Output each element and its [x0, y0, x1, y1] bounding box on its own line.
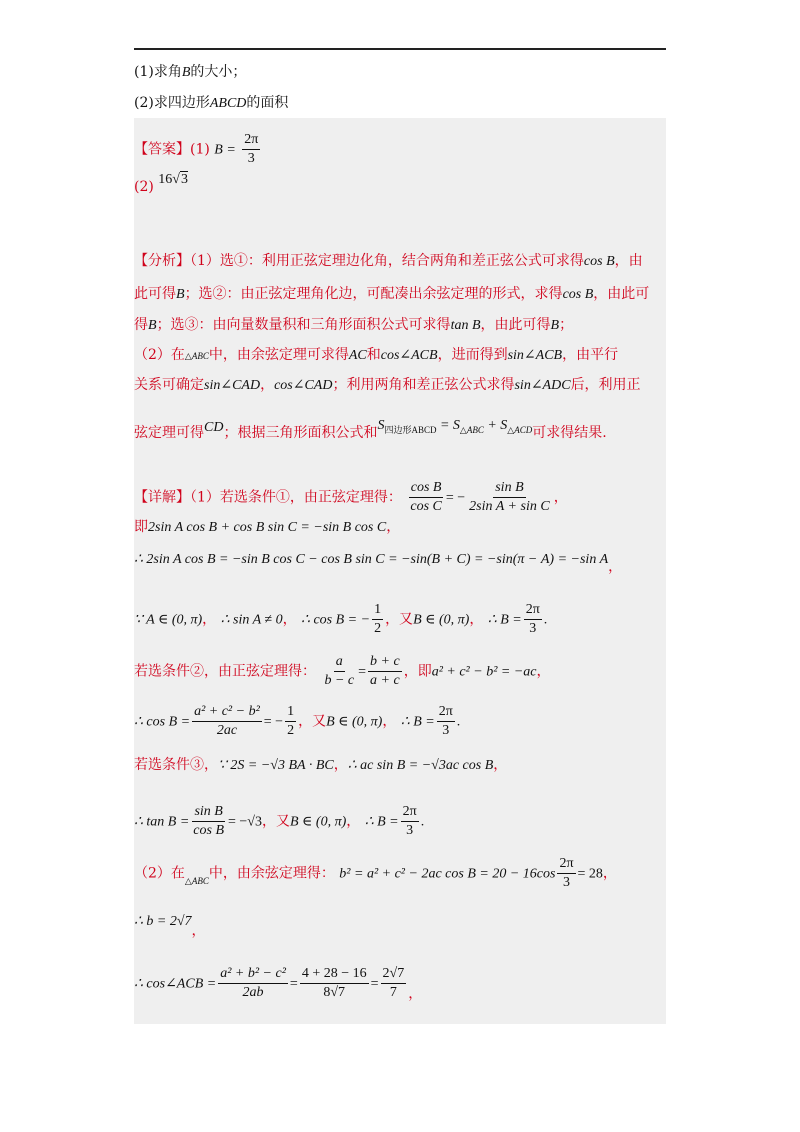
- question-1-var: B: [181, 65, 191, 80]
- detail-line-2: 即2sin A cos B + cos B sin C = −sin B cos C，: [134, 519, 401, 535]
- detail-label: 【详解】: [134, 489, 190, 506]
- question-2-var: ABCD: [209, 96, 247, 111]
- question-2-tail: 的面积: [246, 95, 289, 111]
- question-1-tail: 的大小；: [190, 64, 247, 80]
- analysis-label: 【分析】: [134, 253, 190, 269]
- solution-panel: [134, 118, 666, 1024]
- detail-line-3: ∴ 2sin A cos B = −sin B cos C − cos B sin C = −sin(B + C) = −sin(π − A) = −sin A，: [134, 552, 623, 575]
- detail-line-9: （2）在$_{\triangle ABC}$中，由余弦定理得： b² = a² + c² − 2ac cos B = 20 − 16cos $\frac{2\pi}{3}$ = 28，: [134, 856, 617, 890]
- question-2-text: (2)求四边形: [134, 95, 210, 111]
- analysis-line-5: 关系可确定sin∠CAD，cos∠CAD；利用两角和差正弦公式求得sin∠ADC后，利用正: [134, 377, 641, 393]
- detail-line-7: 若选条件③，∵ 2S = −√3 BA · BC，∴ ac sin B = −√3ac cos B，: [134, 757, 508, 773]
- header-rule: [134, 48, 666, 50]
- question-2: [134, 93, 288, 114]
- analysis-line-2: 此可得B；选②：由正弦定理角化边，可配凑出余弦定理的形式，求得cos B，由此可: [134, 286, 650, 302]
- answer-part-1-lhs: B =: [214, 142, 236, 158]
- analysis-line-6: 弦定理可得CD；根据三角形面积公式和$S_{四边形ABCD} = S_{\triangle ABC} + S_{\triangle ACD}$可求得结果.: [134, 418, 607, 441]
- detail-line-6: ∴ cos B = $\frac{\text{a² + c² − b²}}{2ac}$ = − $\frac{1}{2}$ ，又B ∈ (0, π)， ∴ B = $\frac{2\pi}{3}$ .: [134, 704, 461, 738]
- detail-line-5: 若选条件②，由正弦定理得： $\frac{a}{b - c}$ = $\frac{b + c}{a + c}$ ，即a² + c² − b² = −ac，: [134, 654, 551, 688]
- answer-line-1: [134, 132, 262, 167]
- answer-part-2-value: 16√3: [158, 172, 188, 187]
- answer-part-1-prefix: (1): [190, 141, 210, 158]
- detail-line-10: ∴ b = 2√7，: [134, 914, 206, 939]
- answer-label: 【答案】: [134, 141, 190, 158]
- answer-line-2: [134, 172, 188, 199]
- detail-line-1: 【详解】（1）若选条件①，由正弦定理得： $\frac{\text{cos B}}{\text{cos C}}$ = − $\frac{\text{sin B}}{\text{2sin A + sin C}}$ ，: [134, 480, 568, 514]
- question-1-text: (1)求角: [134, 64, 182, 80]
- answer-part-2-prefix: (2): [134, 179, 154, 195]
- analysis-line-3: 得B；选③：由向量数量积和三角形面积公式可求得tan B，由此可得B；: [134, 317, 574, 333]
- question-1: [134, 62, 246, 83]
- detail-line-8: ∴ tan B = $\frac{\text{sin B}}{\text{cos B}}$ = −√3，又B ∈ (0, π)， ∴ B = $\frac{2\pi}{3}$ .: [134, 804, 425, 838]
- detail-line-11: ∴ cos∠ACB = $\frac{\text{a² + b² − c²}}{2ab}$ = $\frac{4 + 28 - 16}{8√7}$ = $\frac{2√7}{7}$ ，: [134, 966, 423, 1002]
- analysis-line-4: （2）在△ABC中，由余弦定理可求得AC和cos∠ACB，进而得到sin∠ACB，由平行: [134, 347, 619, 363]
- detail-line-4: ∵ A ∈ (0, π)， ∴ sin A ≠ 0， ∴ cos B = − $\frac{1}{2}$ ，又B ∈ (0, π)， ∴ B = $\frac{2\pi}{3}$ .: [134, 602, 548, 636]
- answer-part-1-fraction: $\frac{2\pi}{3}$: [244, 132, 259, 166]
- analysis-line-1: 【分析】（1）选①：利用正弦定理边化角，结合两角和差正弦公式可求得cos B，由: [134, 253, 643, 269]
